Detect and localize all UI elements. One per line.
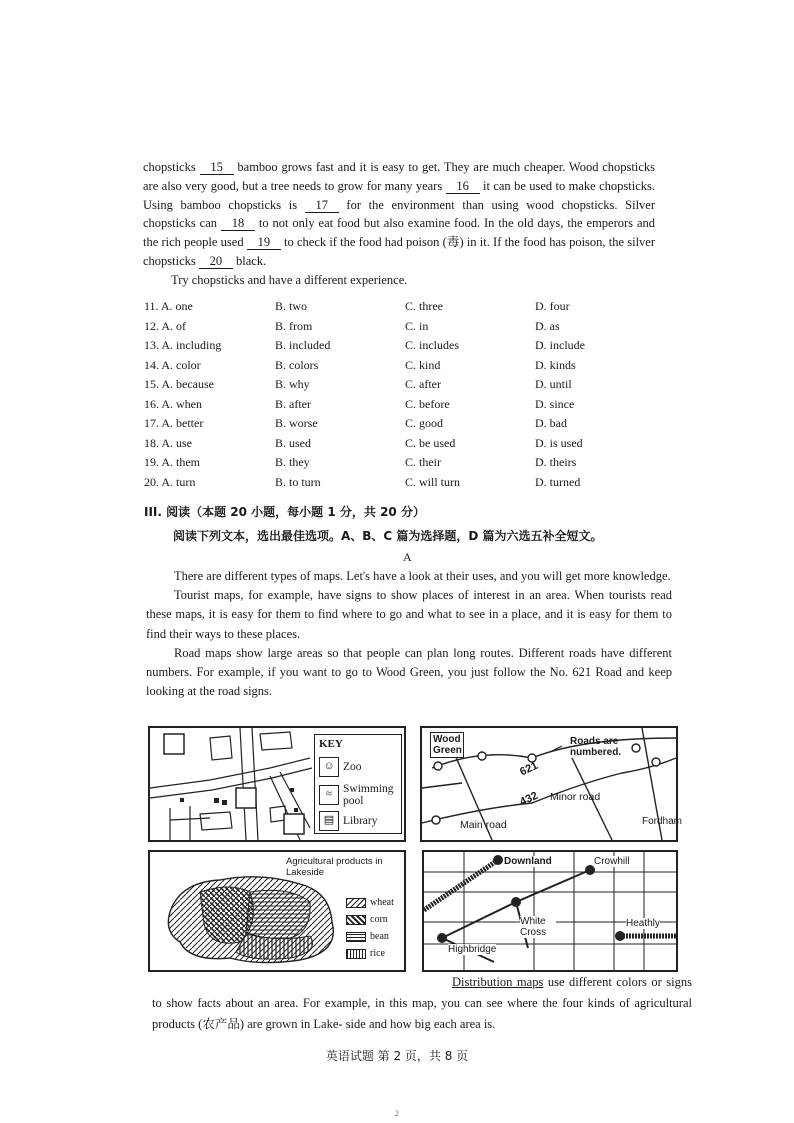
distribution-maps-term: Distribution maps (452, 975, 544, 989)
option-a: 14. A. color (144, 357, 201, 372)
key-item-library (319, 811, 377, 831)
cloze-text: black. (236, 253, 267, 268)
option-a: 18. A. use (144, 435, 192, 450)
bean-swatch (346, 932, 366, 942)
option-c: C. be used (405, 435, 456, 450)
blank-16: 16 (446, 179, 480, 194)
agri-map-title: Agricultural products in Lakeside (286, 856, 383, 878)
key-title: KEY (319, 738, 343, 750)
option-b: B. after (275, 396, 311, 411)
corn-swatch (346, 915, 366, 925)
option-row-17 (144, 414, 664, 434)
option-a: 16. A. when (144, 396, 202, 411)
cloze-text: bamboo grows fast and it is easy to get. They are much cheaper. Wood chopsticks are also very good, but a tree needs to grow for many years (143, 160, 656, 193)
legend-label-corn: corn (370, 914, 388, 925)
reading-paragraph-2: Tourist maps, for example, have signs to show places of interest in an area. When tourists read these maps, it is easy for them to find where to go and what to see in a place, and it is easy for them to find their ways to these places. (146, 588, 672, 641)
reading-paragraph-3: Road maps show large areas so that people can plan long routes. Different roads have different numbers. For example, if you want to go to Wood Green, you just follow the No. 621 Road and keep looking at the road signs. (146, 645, 672, 699)
option-a: 13. A. including (144, 338, 222, 352)
cloze-text: chopsticks (143, 160, 196, 174)
legend-wheat (346, 894, 394, 911)
option-b: B. to turn (275, 474, 321, 489)
label-crowhill: Crowhill (594, 856, 630, 867)
road-map (420, 726, 683, 842)
option-b: B. from (275, 318, 313, 333)
option-a: 12. A. of (144, 318, 186, 333)
key-item-zoo (319, 757, 362, 777)
option-row-20 (144, 473, 664, 493)
option-row-18 (144, 434, 664, 454)
key-label-library: Library (343, 815, 378, 827)
option-c: C. their (405, 455, 441, 469)
key-label-pool: Swimming pool (343, 783, 394, 807)
wheat-swatch (346, 898, 366, 908)
blank-15: 15 (200, 160, 234, 175)
distribution-map-text (152, 972, 692, 1035)
option-row-15 (144, 375, 664, 395)
option-b: B. colors (275, 357, 319, 372)
option-b: B. worse (275, 416, 318, 430)
agricultural-map (148, 850, 406, 972)
option-d: D. bad (535, 416, 567, 430)
option-row-11 (144, 297, 664, 317)
legend-label-rice: rice (370, 948, 385, 959)
cloze-text: it can be used to make chopsticks. Using bamboo chopsticks is (143, 178, 656, 212)
cloze-paragraph (143, 158, 655, 271)
library-icon: ▤ (319, 811, 339, 831)
option-row-16 (144, 395, 664, 415)
legend-label-bean: bean (370, 931, 389, 942)
option-b: B. two (275, 299, 308, 313)
option-c: C. kind (405, 357, 441, 372)
label-heathly: Heathly (626, 918, 660, 929)
option-c: C. three (405, 299, 443, 313)
legend-bean (346, 928, 394, 945)
rice-swatch (346, 949, 366, 959)
option-d: D. theirs (535, 455, 577, 469)
cloze-text: to not only eat food but also examine food. In the old days, the emperors and the rich people used (143, 216, 655, 250)
label-minor-road: Minor road (550, 791, 601, 803)
reading-paragraph-1: There are different types of maps. Let's have a look at their uses, and you will get more knowledge. (174, 569, 671, 583)
cloze-closing: Try chopsticks and have a different experience. (171, 272, 408, 287)
label-road-621: 621 (518, 759, 540, 779)
option-c: C. before (405, 396, 450, 411)
option-b: B. included (275, 338, 331, 352)
option-a: 17. A. better (144, 416, 204, 430)
section-title: III. 阅读（本题 20 小题，每小题 1 分，共 20 分） (144, 505, 425, 519)
reading-passage-a (146, 567, 672, 701)
route-map (422, 850, 678, 972)
swimming-pool-icon: ≈ (319, 785, 339, 805)
option-row-19 (144, 453, 664, 473)
label-wood-green: Wood Green (430, 732, 464, 758)
cloze-text: to check if the food had poison (毒) in it. If the food has poison, the silver chopsticks (143, 235, 656, 268)
distribution-paragraph (152, 972, 692, 1035)
option-row-14 (144, 356, 664, 376)
distribution-text: use different colors or signs to show facts about an area. For example, in this map, you can see where the four kinds of agricultural products (农产品) are grown in Lake- side and how big each area is. (152, 975, 692, 1031)
label-highbridge: Highbridge (448, 944, 497, 955)
zoo-icon: ☺ (319, 757, 339, 777)
option-c: C. includes (405, 338, 459, 352)
label-road-432: 432 (518, 789, 540, 809)
label-main-road: Main road (460, 819, 507, 831)
option-d: D. until (535, 377, 572, 391)
option-a: 11. A. one (144, 299, 193, 313)
option-a: 20. A. turn (144, 474, 196, 489)
option-d: D. turned (535, 474, 581, 489)
blank-20: 20 (199, 254, 233, 269)
option-d: D. is used (535, 435, 583, 450)
key-label-zoo: Zoo (343, 761, 362, 773)
label-fordham: Fordham (642, 816, 683, 827)
key-item-pool (319, 783, 399, 807)
option-b: B. why (275, 377, 310, 391)
option-c: C. after (405, 377, 441, 391)
option-d: D. four (535, 299, 570, 313)
option-b: B. they (275, 455, 310, 469)
label-roads-numbered: Roads are numbered. (570, 736, 622, 758)
legend-corn (346, 911, 394, 928)
section-instruction: 阅读下列文本，选出最佳选项。A、B、C 篇为选择题，D 篇为六选五补全短文。 (173, 529, 603, 543)
option-d: D. since (535, 396, 575, 411)
option-b: B. used (275, 435, 311, 450)
cloze-text: for the environment than using wood chopsticks. Silver chopsticks can (143, 197, 656, 231)
passage-letter: A (403, 550, 412, 564)
blank-17: 17 (305, 198, 339, 213)
label-downland: Downland (504, 856, 552, 867)
legend-label-wheat: wheat (370, 897, 394, 908)
cloze-passage (143, 158, 655, 290)
option-d: D. kinds (535, 357, 576, 372)
option-row-13 (144, 336, 664, 356)
tourist-map-key (314, 734, 402, 834)
label-white-cross: White Cross (520, 916, 556, 938)
tourist-map (148, 726, 406, 842)
option-row-12 (144, 317, 664, 337)
agri-legend (346, 894, 394, 962)
option-d: D. include (535, 338, 585, 352)
page-number: 2 (395, 1109, 399, 1118)
blank-19: 19 (247, 235, 281, 250)
option-a: 15. A. because (144, 377, 214, 391)
option-a: 19. A. them (144, 455, 200, 469)
map-illustrations (148, 726, 683, 972)
option-c: C. good (405, 416, 444, 430)
legend-rice (346, 945, 394, 962)
page-footer: 英语试题 第 2 页，共 8 页 (325, 1049, 469, 1063)
answer-options (144, 297, 664, 492)
option-d: D. as (535, 318, 560, 333)
option-c: C. will turn (405, 474, 461, 489)
option-c: C. in (405, 318, 429, 333)
blank-18: 18 (221, 216, 255, 231)
